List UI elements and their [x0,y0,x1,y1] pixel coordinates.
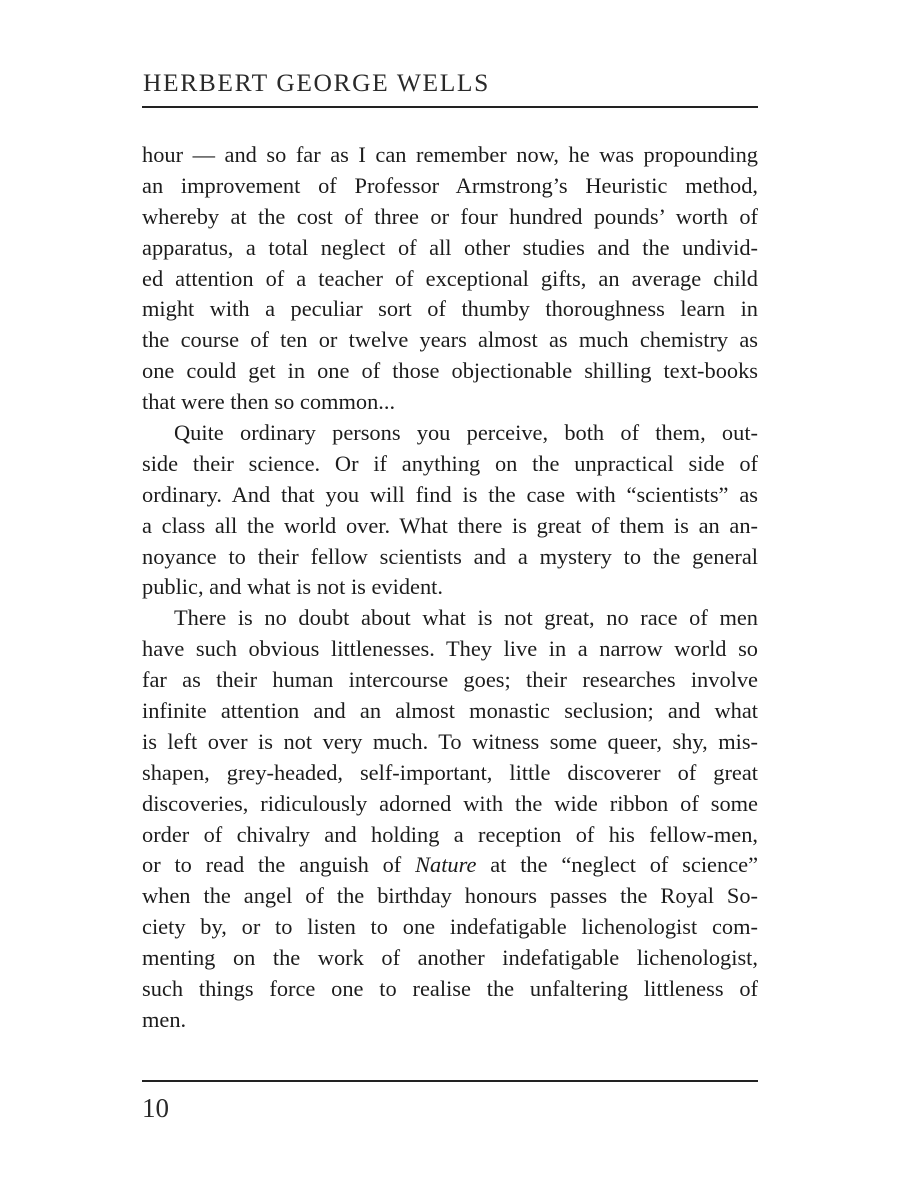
text-line: shapen, grey-headed, self-important, little discoverer of great [142,759,758,785]
paragraph [142,603,758,1035]
text-line: whereby at the cost of three or four hundred pounds’ worth of [142,203,758,229]
text-line: far as their human intercourse goes; their researches involve [142,667,758,693]
text-line: is left over is not very much. To witness some queer, shy, mis- [142,728,758,754]
text-line: a class all the world over. What there is great of them is an an- [142,512,758,538]
text-line [142,850,758,881]
text-line: discoveries, ridiculously adorned with the wide ribbon of some [142,790,758,816]
text-line: hour — and so far as I can remember now, he was propounding [142,142,758,167]
text-line: one could get in one of those objectionable shilling text-books [142,358,758,384]
text-line: Quite ordinary persons you perceive, both of them, out- [174,420,758,446]
running-head: HERBERT GEORGE WELLS [143,68,490,97]
text-line: noyance to their fellow scientists and a mystery to the general [142,543,758,569]
text-line: when the angel of the birthday honours passes the Royal So- [142,883,758,909]
text-line: have such obvious littlenesses. They live in a narrow world so [142,636,758,662]
italic-title: Nature [415,852,477,878]
text-line: an improvement of Professor Armstrong’s Heuristic method, [142,172,758,198]
text-line: infinite attention and an almost monastic seclusion; and what [142,698,758,724]
page-number: 10 [142,1093,169,1123]
text-line: side their science. Or if anything on the unpractical side of [142,450,758,476]
footer-rule [142,1080,758,1082]
text-run: or to read the anguish of [142,852,416,878]
text-line: the course of ten or twelve years almost as much chemistry as [142,327,758,353]
paragraph [142,418,758,603]
text-line: that were then so common... [142,389,396,415]
text-line: There is no doubt about what is not great, no race of men [174,605,758,631]
text-line: might with a peculiar sort of thumby thoroughness learn in [142,296,758,322]
text-line: menting on the work of another indefatigable lichenologist, [142,945,758,971]
text-line: apparatus, a total neglect of all other studies and the undivid- [142,234,758,260]
paragraph [142,140,758,418]
text-line: men. [142,1006,187,1032]
text-line: ordinary. And that you will find is the case with “scientists” as [142,481,758,507]
text-run: at the “neglect of science” [476,852,759,878]
text-line: order of chivalry and holding a reception of his fellow-men, [142,821,758,847]
header-rule [142,106,758,108]
text-line: ed attention of a teacher of exceptional gifts, an average child [142,265,758,291]
text-line: ciety by, or to listen to one indefatigable lichenologist com- [142,914,758,940]
text-line: such things force one to realise the unfaltering littleness of [142,976,758,1002]
text-line: public, and what is not is evident. [142,574,443,600]
body-text [142,140,758,1036]
